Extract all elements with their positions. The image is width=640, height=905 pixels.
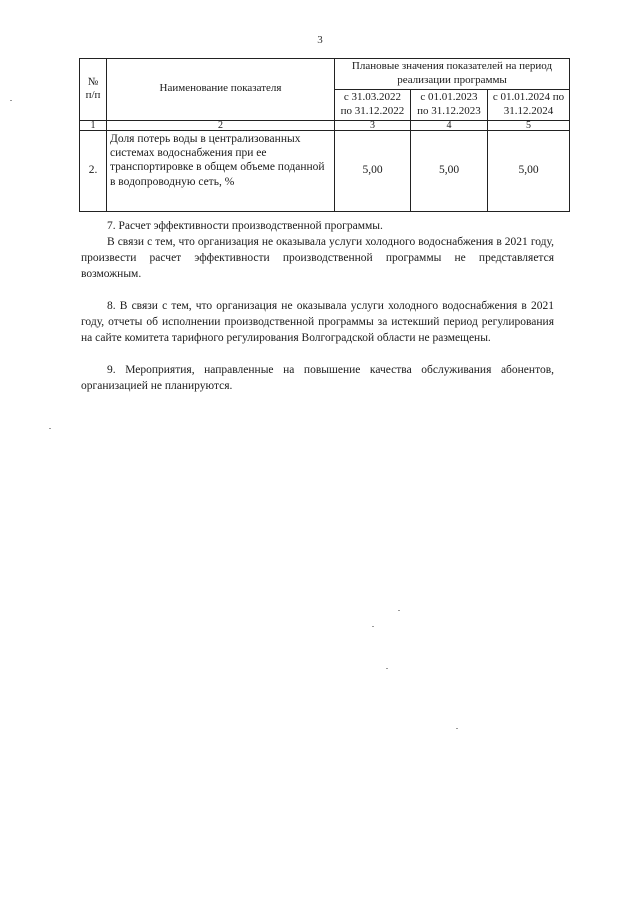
scan-speck bbox=[10, 100, 12, 101]
header-period-2023: с 01.01.2023 по 31.12.2023 bbox=[411, 90, 488, 121]
scan-speck bbox=[386, 668, 388, 669]
indicator-name: Доля потерь воды в централизованных системах водоснабжения при ее транспортировке в общем объеме поданной в водопроводную сеть, % bbox=[107, 130, 335, 211]
column-number: 3 bbox=[335, 120, 411, 130]
page-number: 3 bbox=[317, 34, 323, 46]
row-number: 2. bbox=[80, 130, 107, 211]
column-number-row bbox=[80, 120, 570, 130]
scan-speck bbox=[398, 610, 400, 611]
scan-speck bbox=[49, 428, 51, 429]
header-plan-values: Плановые значения показателей на период реализации программы bbox=[335, 59, 570, 90]
paragraph-section-9: 9. Мероприятия, направленные на повышение качества обслуживания абонентов, организацией не планируются. bbox=[81, 364, 554, 392]
paragraph-section-8: 8. В связи с тем, что организация не оказывала услуги холодного водоснабжения в 2021 году, отчеты об исполнении производственной программы за истекший период регулирования на сайте комитета тарифного регулирования Волгоградской области не размещены. bbox=[81, 300, 554, 344]
indicators-table bbox=[79, 58, 570, 212]
header-period-2024: с 01.01.2024 по 31.12.2024 bbox=[488, 90, 570, 121]
column-number: 4 bbox=[411, 120, 488, 130]
header-num: № п/п bbox=[80, 59, 107, 121]
header-period-2022: с 31.03.2022 по 31.12.2022 bbox=[335, 90, 411, 121]
header-indicator-name: Наименование показателя bbox=[107, 59, 335, 121]
paragraph-efficiency: В связи с тем, что организация не оказывала услуги холодного водоснабжения в 2021 году, произвести расчет эффективности производственной программы не представляется возможным. bbox=[81, 236, 554, 280]
value-2024: 5,00 bbox=[488, 130, 570, 211]
paragraph-section-7-title: 7. Расчет эффективности производственной программы. bbox=[107, 220, 383, 232]
scan-speck bbox=[456, 728, 458, 729]
document-body bbox=[81, 218, 554, 394]
column-number: 2 bbox=[107, 120, 335, 130]
column-number: 5 bbox=[488, 120, 570, 130]
scan-speck bbox=[372, 626, 374, 627]
column-number: 1 bbox=[80, 120, 107, 130]
table-row bbox=[80, 130, 570, 211]
value-2023: 5,00 bbox=[411, 130, 488, 211]
value-2022: 5,00 bbox=[335, 130, 411, 211]
table-header-row bbox=[80, 59, 570, 90]
